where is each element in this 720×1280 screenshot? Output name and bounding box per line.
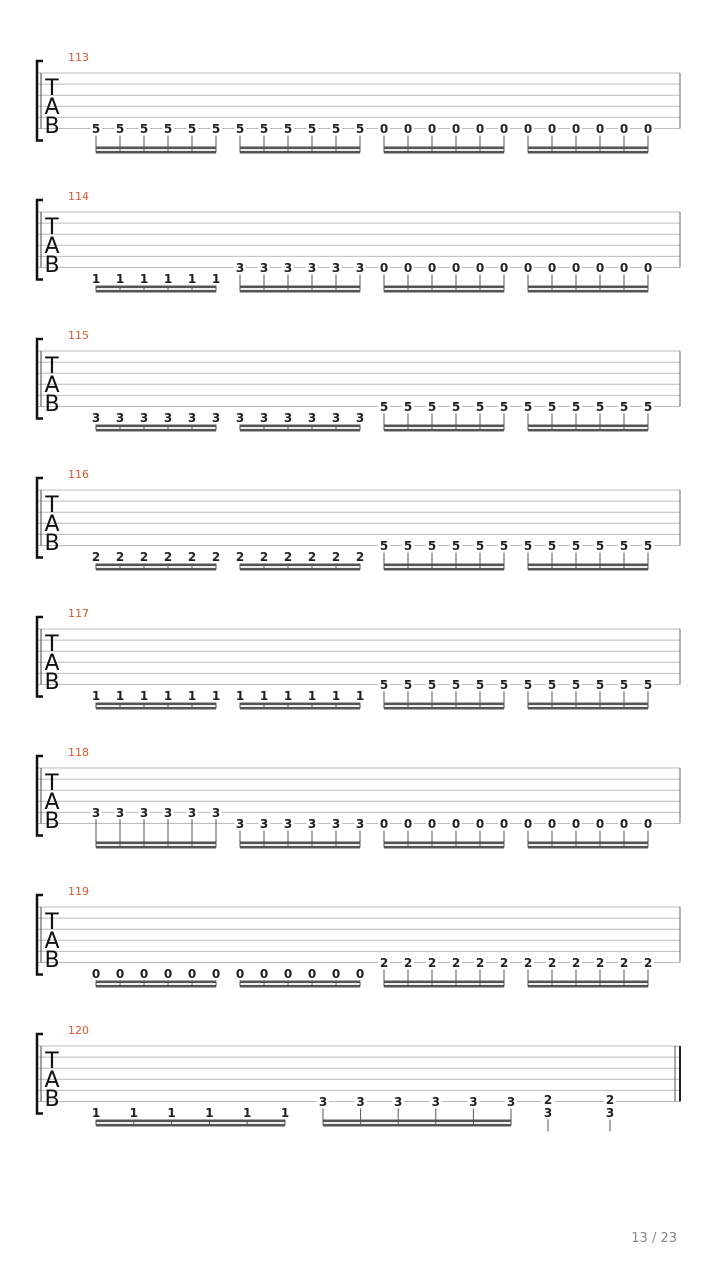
note-beam — [528, 703, 648, 706]
fret-number: 0 — [451, 817, 461, 831]
fret-number: 5 — [379, 400, 389, 414]
note-beam — [384, 425, 504, 428]
fret-number: 2 — [475, 956, 485, 970]
note-beam — [240, 846, 360, 849]
fret-number: 3 — [91, 411, 101, 426]
measure-number: 113 — [68, 51, 89, 64]
fret-number: 3 — [187, 411, 197, 426]
fret-number: 5 — [547, 400, 557, 414]
fret-number: 2 — [379, 956, 389, 970]
note-beam — [528, 290, 648, 293]
fret-number: 1 — [211, 272, 221, 287]
fret-number: 3 — [139, 411, 149, 426]
fret-number: 0 — [427, 122, 437, 136]
fret-number: 2 — [307, 550, 317, 565]
tab-clef-letter: B — [44, 392, 60, 417]
fret-number: 0 — [547, 261, 557, 275]
fret-number: 2 — [547, 956, 557, 970]
note-beam — [528, 564, 648, 567]
note-beam — [384, 151, 504, 154]
note-beam — [96, 981, 216, 984]
fret-number: 3 — [235, 411, 245, 426]
note-beam — [96, 286, 216, 289]
fret-number: 5 — [115, 122, 125, 136]
note-beam — [96, 985, 216, 988]
fret-number: 3 — [307, 817, 317, 831]
fret-number: 0 — [475, 817, 485, 831]
measure-number: 118 — [68, 746, 89, 759]
note-beam — [96, 842, 216, 845]
note-beam — [528, 425, 648, 428]
fret-number: 1 — [187, 689, 197, 704]
fret-number: 5 — [475, 400, 485, 414]
note-beam — [323, 1120, 511, 1123]
fret-number: 1 — [139, 689, 149, 704]
fret-number: 3 — [283, 261, 293, 275]
fret-number: 1 — [91, 272, 101, 287]
fret-number: 0 — [619, 261, 629, 275]
measure-number: 120 — [68, 1024, 89, 1037]
fret-number: 3 — [139, 805, 149, 820]
note-beam — [528, 985, 648, 988]
fret-number: 2 — [595, 956, 605, 970]
fret-number: 5 — [643, 400, 653, 414]
note-beam — [240, 985, 360, 988]
fret-number: 1 — [91, 1106, 101, 1121]
fret-number: 5 — [91, 122, 101, 136]
fret-number: 1 — [307, 689, 317, 704]
note-beam — [384, 842, 504, 845]
fret-number: 3 — [431, 1095, 440, 1109]
fret-number: 5 — [547, 539, 557, 553]
note-beam — [528, 151, 648, 154]
fret-number: 1 — [129, 1106, 138, 1121]
fret-number: 5 — [571, 678, 581, 692]
fret-number: 5 — [475, 678, 485, 692]
note-beam — [240, 151, 360, 154]
fret-number: 5 — [571, 539, 581, 553]
fret-number: 0 — [379, 817, 389, 831]
fret-number: 2 — [605, 1093, 615, 1107]
fret-number: 5 — [547, 678, 557, 692]
fret-number: 3 — [307, 261, 317, 275]
fret-number: 5 — [427, 678, 437, 692]
fret-number: 1 — [259, 689, 269, 704]
note-beam — [96, 290, 216, 293]
fret-number: 0 — [451, 122, 461, 136]
fret-number: 0 — [451, 261, 461, 275]
tab-clef-letter: B — [44, 670, 60, 695]
note-beam — [528, 429, 648, 432]
fret-number: 2 — [355, 550, 365, 565]
fret-number: 0 — [211, 967, 221, 982]
fret-number: 0 — [619, 122, 629, 136]
fret-number: 0 — [499, 817, 509, 831]
fret-number: 5 — [619, 400, 629, 414]
fret-number: 0 — [259, 967, 269, 982]
note-beam — [384, 568, 504, 571]
fret-number: 1 — [163, 272, 173, 287]
fret-number: 3 — [235, 817, 245, 831]
fret-number: 1 — [211, 689, 221, 704]
fret-number: 5 — [403, 678, 413, 692]
note-beam — [96, 1120, 285, 1123]
fret-number: 1 — [205, 1106, 214, 1121]
measure-number: 119 — [68, 885, 89, 898]
fret-number: 5 — [427, 400, 437, 414]
measure-number: 117 — [68, 607, 89, 620]
fret-number: 0 — [571, 817, 581, 831]
fret-number: 5 — [355, 122, 365, 136]
note-beam — [384, 290, 504, 293]
note-beam — [96, 568, 216, 571]
note-beam — [240, 842, 360, 845]
note-beam — [96, 425, 216, 428]
fret-number: 0 — [547, 817, 557, 831]
fret-number: 5 — [475, 539, 485, 553]
fret-number: 5 — [331, 122, 341, 136]
tab-clef-letter: B — [44, 809, 60, 834]
measure-number: 116 — [68, 468, 89, 481]
note-beam — [323, 1124, 511, 1127]
note-beam — [528, 286, 648, 289]
tab-clef-letter: B — [44, 948, 60, 973]
fret-number: 3 — [235, 261, 245, 275]
fret-number: 3 — [355, 261, 365, 275]
note-beam — [384, 564, 504, 567]
fret-number: 5 — [163, 122, 173, 136]
note-beam — [528, 842, 648, 845]
note-beam — [240, 703, 360, 706]
fret-number: 3 — [355, 411, 365, 426]
fret-number: 3 — [331, 817, 341, 831]
fret-number: 3 — [469, 1095, 478, 1109]
note-beam — [528, 707, 648, 710]
fret-number: 0 — [235, 967, 245, 982]
tab-clef-letter: A — [44, 512, 60, 537]
fret-number: 5 — [571, 400, 581, 414]
fret-number: 1 — [115, 689, 125, 704]
fret-number: 5 — [187, 122, 197, 136]
fret-number: 0 — [379, 122, 389, 136]
fret-number: 2 — [543, 1093, 553, 1107]
fret-number: 0 — [475, 122, 485, 136]
note-beam — [240, 981, 360, 984]
note-beam — [240, 564, 360, 567]
tab-clef-letter: A — [44, 95, 60, 120]
fret-number: 0 — [331, 967, 341, 982]
fret-number: 0 — [643, 817, 653, 831]
fret-number: 3 — [543, 1106, 553, 1121]
fret-number: 0 — [187, 967, 197, 982]
fret-number: 1 — [243, 1106, 252, 1121]
tab-clef-letter: T — [45, 354, 59, 379]
note-beam — [96, 1124, 285, 1127]
fret-number: 2 — [283, 550, 293, 565]
fret-number: 3 — [283, 817, 293, 831]
fret-number: 0 — [139, 967, 149, 982]
fret-number: 5 — [643, 539, 653, 553]
fret-number: 0 — [379, 261, 389, 275]
fret-number: 5 — [403, 539, 413, 553]
fret-number: 2 — [619, 956, 629, 970]
fret-number: 0 — [403, 122, 413, 136]
note-beam — [528, 981, 648, 984]
fret-number: 0 — [595, 122, 605, 136]
fret-number: 3 — [211, 411, 221, 426]
tab-clef-letter: A — [44, 929, 60, 954]
note-beam — [384, 846, 504, 849]
note-beam — [96, 429, 216, 432]
note-beam — [384, 981, 504, 984]
fret-number: 2 — [571, 956, 581, 970]
tab-clef-letter: T — [45, 215, 59, 240]
fret-number: 1 — [163, 689, 173, 704]
fret-number: 5 — [619, 678, 629, 692]
fret-number: 0 — [115, 967, 125, 982]
note-beam — [96, 564, 216, 567]
note-beam — [240, 429, 360, 432]
fret-number: 5 — [211, 122, 221, 136]
note-beam — [384, 429, 504, 432]
note-beam — [240, 425, 360, 428]
tab-clef-letter: B — [44, 531, 60, 556]
tab-clef-letter: T — [45, 76, 59, 101]
fret-number: 3 — [259, 411, 269, 426]
note-beam — [96, 703, 216, 706]
tab-clef-letter: B — [44, 114, 60, 139]
tab-clef-letter: T — [45, 493, 59, 518]
fret-number: 5 — [595, 400, 605, 414]
fret-number: 3 — [331, 261, 341, 275]
note-beam — [96, 147, 216, 150]
fret-number: 5 — [619, 539, 629, 553]
fret-number: 1 — [187, 272, 197, 287]
fret-number: 3 — [356, 1095, 365, 1109]
fret-number: 2 — [163, 550, 173, 565]
fret-number: 0 — [523, 817, 533, 831]
fret-number: 3 — [91, 805, 101, 820]
fret-number: 0 — [571, 261, 581, 275]
note-beam — [240, 290, 360, 293]
tab-clef-letter: T — [45, 1049, 59, 1074]
fret-number: 3 — [506, 1095, 516, 1109]
note-beam — [384, 707, 504, 710]
note-beam — [384, 985, 504, 988]
fret-number: 3 — [283, 411, 293, 426]
fret-number: 3 — [259, 817, 269, 831]
note-beam — [96, 151, 216, 154]
tab-clef-letter: A — [44, 1068, 60, 1093]
fret-number: 2 — [427, 956, 437, 970]
tab-clef-letter: A — [44, 790, 60, 815]
fret-number: 5 — [523, 678, 533, 692]
fret-number: 3 — [211, 805, 221, 820]
fret-number: 5 — [523, 539, 533, 553]
fret-number: 0 — [475, 261, 485, 275]
note-beam — [240, 147, 360, 150]
fret-number: 0 — [547, 122, 557, 136]
fret-number: 0 — [523, 261, 533, 275]
fret-number: 2 — [235, 550, 245, 565]
fret-number: 0 — [427, 261, 437, 275]
fret-number: 5 — [499, 678, 509, 692]
fret-number: 1 — [115, 272, 125, 287]
fret-number: 0 — [283, 967, 293, 982]
fret-number: 1 — [280, 1106, 290, 1121]
fret-number: 5 — [451, 539, 461, 553]
fret-number: 3 — [163, 805, 173, 820]
fret-number: 3 — [307, 411, 317, 426]
note-beam — [96, 707, 216, 710]
fret-number: 1 — [283, 689, 293, 704]
fret-number: 3 — [355, 817, 365, 831]
fret-number: 3 — [259, 261, 269, 275]
fret-number: 2 — [139, 550, 149, 565]
fret-number: 0 — [643, 122, 653, 136]
fret-number: 1 — [355, 689, 365, 704]
note-beam — [528, 147, 648, 150]
fret-number: 5 — [499, 539, 509, 553]
fret-number: 5 — [451, 678, 461, 692]
fret-number: 3 — [115, 805, 125, 820]
fret-number: 3 — [605, 1106, 615, 1121]
fret-number: 2 — [331, 550, 341, 565]
fret-number: 1 — [139, 272, 149, 287]
fret-number: 0 — [403, 817, 413, 831]
fret-number: 2 — [523, 956, 533, 970]
fret-number: 0 — [499, 122, 509, 136]
measure-number: 114 — [68, 190, 89, 203]
fret-number: 2 — [211, 550, 221, 565]
fret-number: 0 — [355, 967, 365, 982]
tab-clef-letter: T — [45, 632, 59, 657]
tab-clef-letter: T — [45, 910, 59, 935]
page-number: 13 / 23 — [631, 1231, 677, 1246]
fret-number: 3 — [187, 805, 197, 820]
fret-number: 2 — [115, 550, 125, 565]
fret-number: 5 — [643, 678, 653, 692]
fret-number: 0 — [91, 967, 101, 982]
fret-number: 0 — [427, 817, 437, 831]
fret-number: 3 — [394, 1095, 403, 1109]
fret-number: 1 — [235, 689, 245, 704]
fret-number: 5 — [235, 122, 245, 136]
tab-clef-letter: A — [44, 234, 60, 259]
fret-number: 2 — [643, 956, 653, 970]
note-beam — [240, 568, 360, 571]
fret-number: 3 — [163, 411, 173, 426]
fret-number: 5 — [451, 400, 461, 414]
tab-clef-letter: A — [44, 373, 60, 398]
note-beam — [528, 568, 648, 571]
fret-number: 0 — [643, 261, 653, 275]
tab-clef-letter: B — [44, 1087, 60, 1112]
fret-number: 0 — [307, 967, 317, 982]
note-beam — [240, 286, 360, 289]
fret-number: 5 — [379, 539, 389, 553]
fret-number: 2 — [91, 550, 101, 565]
fret-number: 1 — [331, 689, 341, 704]
fret-number: 3 — [318, 1095, 328, 1109]
fret-number: 0 — [403, 261, 413, 275]
fret-number: 5 — [139, 122, 149, 136]
fret-number: 0 — [523, 122, 533, 136]
note-beam — [384, 147, 504, 150]
fret-number: 3 — [331, 411, 341, 426]
fret-number: 5 — [595, 678, 605, 692]
fret-number: 0 — [619, 817, 629, 831]
tab-clef-letter: A — [44, 651, 60, 676]
fret-number: 2 — [499, 956, 509, 970]
fret-number: 5 — [259, 122, 269, 136]
fret-number: 3 — [115, 411, 125, 426]
note-beam — [96, 846, 216, 849]
tab-clef-letter: B — [44, 253, 60, 278]
measure-number: 115 — [68, 329, 89, 342]
fret-number: 5 — [403, 400, 413, 414]
fret-number: 5 — [379, 678, 389, 692]
fret-number: 0 — [163, 967, 173, 982]
fret-number: 0 — [595, 817, 605, 831]
fret-number: 5 — [307, 122, 317, 136]
fret-number: 5 — [427, 539, 437, 553]
fret-number: 5 — [283, 122, 293, 136]
fret-number: 0 — [571, 122, 581, 136]
note-beam — [240, 707, 360, 710]
fret-number: 5 — [523, 400, 533, 414]
fret-number: 0 — [499, 261, 509, 275]
fret-number: 1 — [167, 1106, 176, 1121]
note-beam — [384, 703, 504, 706]
note-beam — [528, 846, 648, 849]
fret-number: 2 — [403, 956, 413, 970]
fret-number: 2 — [187, 550, 197, 565]
fret-number: 5 — [595, 539, 605, 553]
fret-number: 1 — [91, 689, 101, 704]
fret-number: 5 — [499, 400, 509, 414]
fret-number: 2 — [451, 956, 461, 970]
fret-number: 2 — [259, 550, 269, 565]
fret-number: 0 — [595, 261, 605, 275]
tab-clef-letter: T — [45, 771, 59, 796]
note-beam — [384, 286, 504, 289]
